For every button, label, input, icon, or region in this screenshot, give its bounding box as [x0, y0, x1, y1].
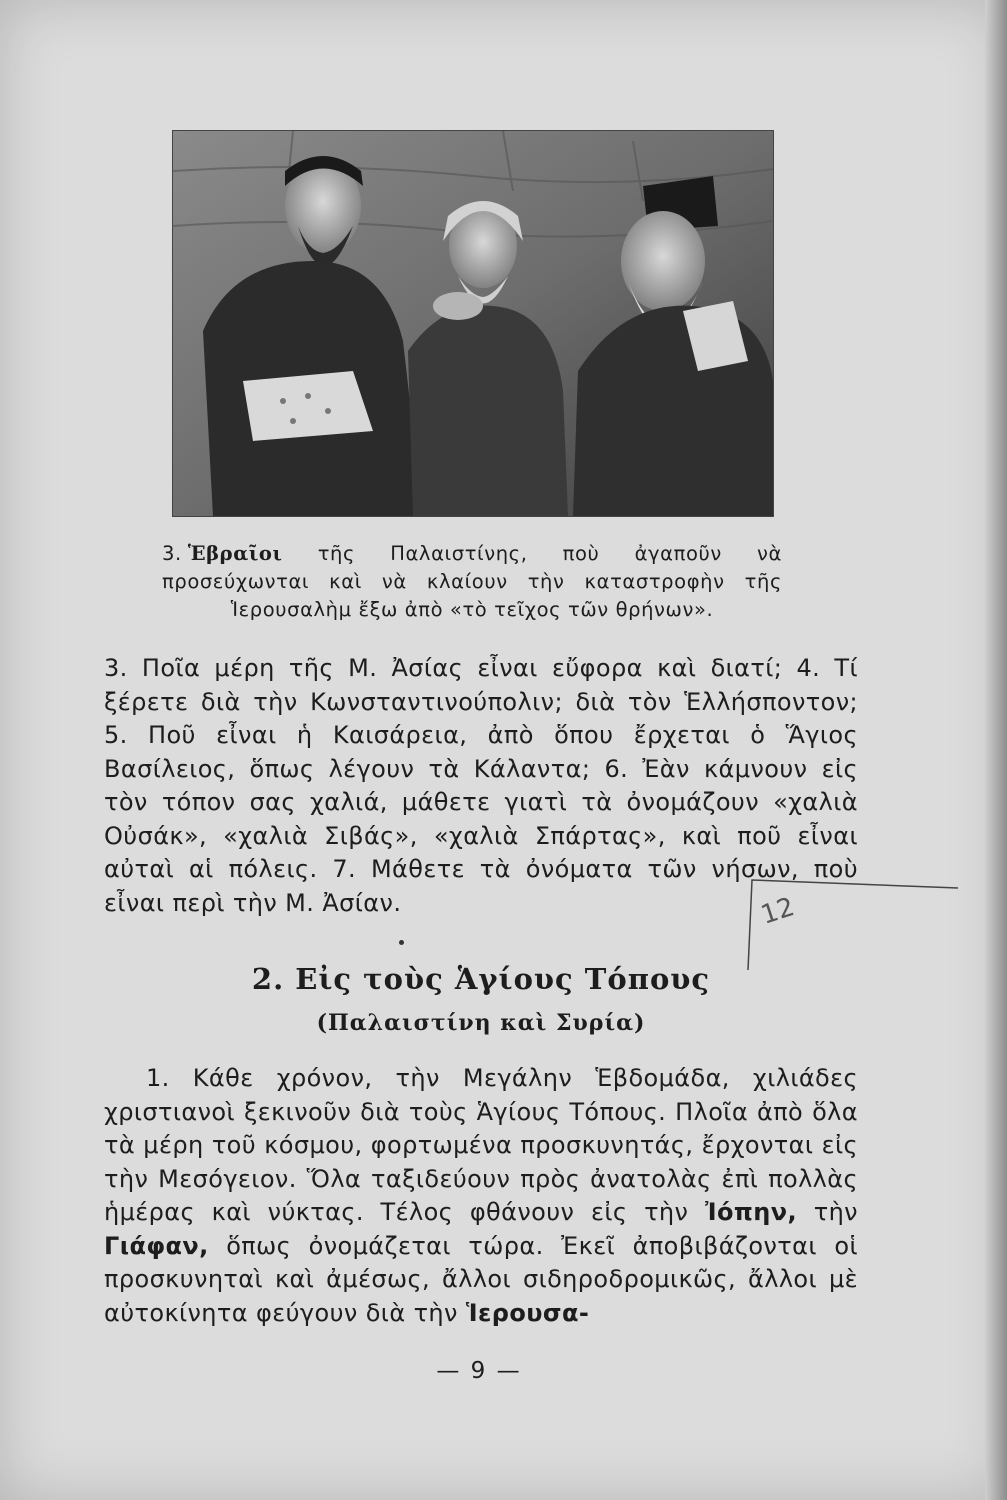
- handwritten-mark-text: 12: [757, 892, 799, 931]
- body-bold-place-1: Ἰόπην,: [705, 1198, 798, 1226]
- photograph-of-three-men: [172, 130, 774, 517]
- caption-bold-word: Ἑβραῖοι: [187, 542, 283, 565]
- page-number: — 9 —: [436, 1358, 522, 1384]
- body-bold-place-3: Ἱερουσα-: [465, 1298, 590, 1327]
- body-bold-place-2: Γιάφαν,: [104, 1231, 209, 1260]
- caption-number: 3.: [162, 542, 182, 565]
- caption-text: τῆς Παλαιστίνης, ποὺ ἀγαποῦν νὰ προσεύχωνται καὶ νὰ κλαίουν τὴν καταστροφὴν τῆς Ἱερουσαλὴμ ἔξω ἀπὸ «τὸ τεῖχος τῶν θρήνων».: [162, 542, 782, 621]
- body-text-part1: 1. Κάθε χρόνον, τὴν Μεγάλην Ἑβδομάδα, χιλιάδες χριστιανοὶ ξεκινοῦν διὰ τοὺς Ἁγίους Τόπους. Πλοῖα ἀπὸ ὅλα τὰ μέρη τοῦ κόσμου, φορτωμένα προσκυνητάς, ἔρχονται εἰς τὴν Μεσόγειον. Ὅλα ταξιδεύουν πρὸς ἀνατολὰς ἐπὶ πολλὰς ἡμέρας καὶ νύκτας. Τέλος φθάνουν εἰς τὴν: [104, 1064, 858, 1226]
- photo-caption: [162, 540, 782, 624]
- body-paragraph: [104, 1062, 858, 1330]
- section-title: 2. Εἰς τοὺς Ἁγίους Τόπους: [251, 962, 711, 996]
- questions-paragraph: 3. Ποῖα μέρη τῆς Μ. Ἀσίας εἶναι εὔφορα καὶ διατί; 4. Τί ξέρετε διὰ τὴν Κωνσταντινούπολιν; διὰ τὸν Ἑλλήσποντον; 5. Ποῦ εἶναι ἡ Καισάρεια, ἀπὸ ὅπου ἔρχεται ὁ Ἅγιος Βασίλειος, ὅπως λέγουν τὰ Κάλαντα; 6. Ἐὰν κάμνουν εἰς τὸν τόπον σας χαλιά, μάθετε γιατὶ τὰ ὀνομάζουν «χαλιὰ Οὐσάκ», «χαλιὰ Σιβάς», «χαλιὰ Σπάρτας», καὶ ποῦ εἶναι αὐταὶ αἱ πόλεις. 7. Μάθετε τὰ ὀνόματα τῶν νήσων, ποὺ εἶναι περὶ τὴν Μ. Ἀσίαν.: [104, 654, 858, 917]
- body-text-part3: ὅπως ὀνομάζεται τώρα. Ἐκεῖ ἀποβιβάζονται οἱ προσκυνηταὶ καὶ ἀμέσως, ἄλλοι σιδηροδρομικῶς, ἄλλοι μὲ αὐτοκίνητα φεύγουν διὰ τὴν: [104, 1231, 858, 1327]
- page-edge: [985, 0, 1007, 1500]
- bullet-dot: [399, 940, 404, 945]
- section-subtitle: (Παλαιστίνη καὶ Συρία): [316, 1010, 646, 1036]
- body-text-part2: τὴν: [797, 1198, 858, 1226]
